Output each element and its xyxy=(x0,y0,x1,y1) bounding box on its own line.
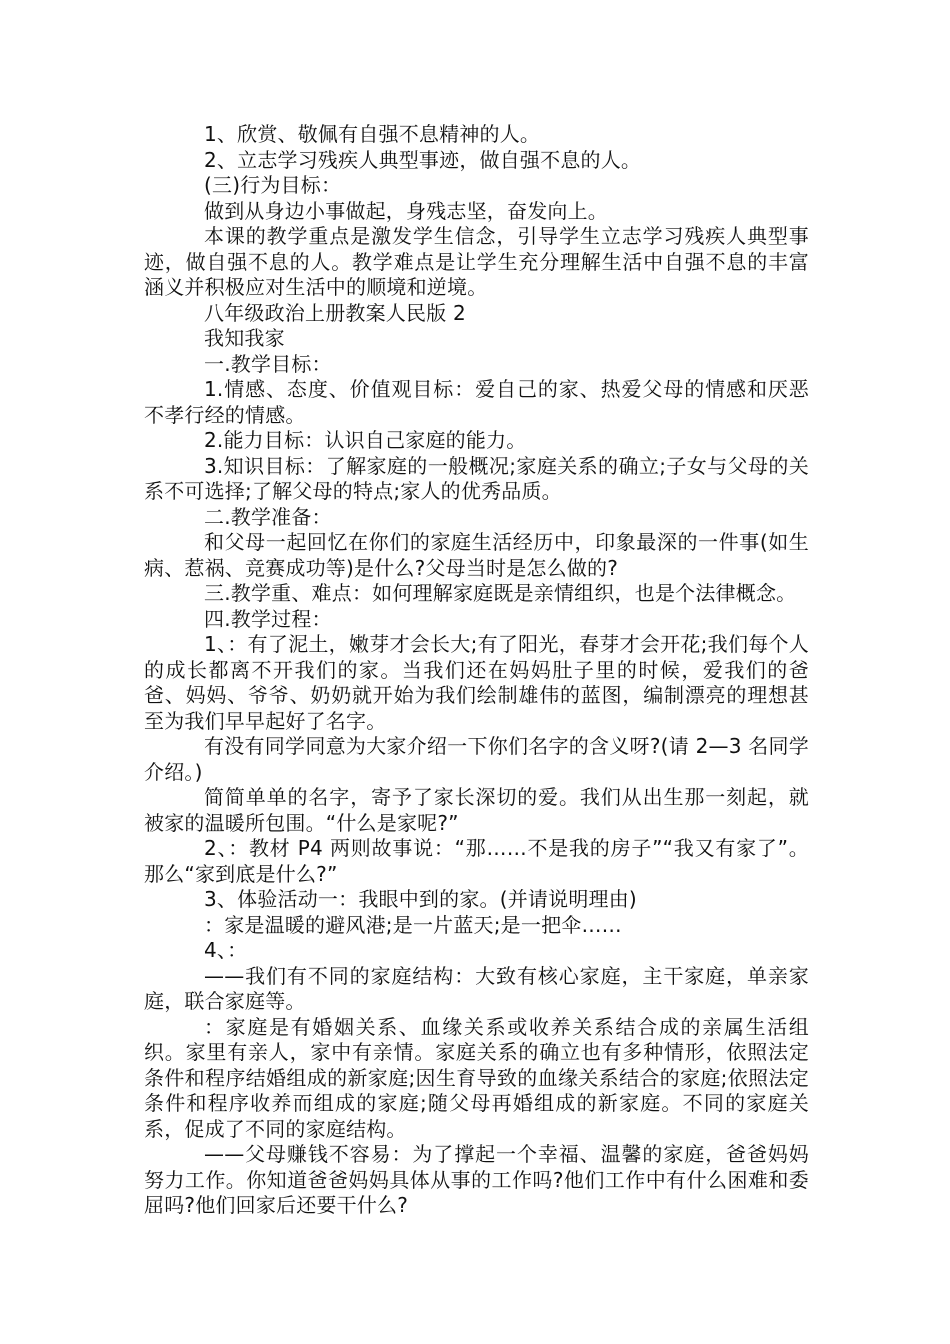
paragraph-knowledge-goal: 3.知识目标：了解家庭的一般概况;家庭关系的确立;子女与父母的关系不可选择;了解父母的特点;家人的优秀品质。 xyxy=(144,453,809,503)
heading-process: 四.教学过程： xyxy=(204,606,332,631)
section-title: 八年级政治上册教案人民版 2 xyxy=(204,300,466,325)
paragraph-parents-work: ——父母赚钱不容易：为了撑起一个幸福、温馨的家庭，爸爸妈妈努力工作。你知道爸爸妈妈具体从事的工作吗?他们工作中有什么困难和委屈吗?他们回家后还要干什么? xyxy=(144,1142,809,1217)
paragraph-goal-2: 2、立志学习残疾人典型事迹，做自强不息的人。 xyxy=(204,147,642,172)
paragraph-difficulty: 三.教学重、难点：如何理解家庭既是亲情组织，也是个法律概念。 xyxy=(204,581,797,605)
paragraph-process-1: 1、：有了泥土，嫩芽才会长大;有了阳光，春芽才会开花;我们每个人的成长都离不开我们的家。当我们还在妈妈肚子里的时候，爱我们的爸爸、妈妈、爷爷、奶奶就开始为我们绘制雄伟的蓝图，编制漂亮的理想甚至为我们早早起好了名字。 xyxy=(144,632,809,733)
paragraph-behavior: 做到从身边小事做起，身残志坚，奋发向上。 xyxy=(204,198,608,223)
paragraph-key-points: 本课的教学重点是激发学生信念，引导学生立志学习残疾人典型事迹，做自强不息的人。教学难点是让学生充分理解生活中自强不息的丰富涵义并积极应对生活中的顺境和逆境。 xyxy=(144,224,809,299)
paragraph-process-2: 2、：教材 P4 两则故事说：“那……不是我的房子”“我又有家了”。那么“家到底是什么?” xyxy=(144,836,809,886)
paragraph-emotion-goal: 1.情感、态度、价值观目标：爱自己的家、热爱父母的情感和厌恶不孝行经的情感。 xyxy=(144,377,809,427)
heading-behavior-goal: (三)行为目标： xyxy=(204,173,342,197)
paragraph-goal-1: 1、欣赏、敬佩有自强不息精神的人。 xyxy=(204,122,541,146)
paragraph-home-is: ：家是温暖的避风港;是一片蓝天;是一把伞…… xyxy=(204,912,622,937)
paragraph-family-definition: ：家庭是有婚姻关系、血缘关系或收养关系结合成的亲属生活组织。家里有亲人，家中有亲情。家庭关系的确立也有多种情形，依照法定条件和程序结婚组成的新家庭;因生育导致的血缘关系结合的家庭;依照法定条件和程序收养而组成的家庭;随父母再婚组成的新家庭。不同的家庭关系，促成了不同的家庭结构。 xyxy=(144,1014,809,1141)
paragraph-ability-goal: 2.能力目标：认识自己家庭的能力。 xyxy=(204,428,527,452)
paragraph-simple-name: 简简单单的名字，寄予了家长深切的爱。我们从出生那一刻起，就被家的温暖所包围。“什么是家呢?” xyxy=(144,785,809,835)
paragraph-family-structure: ——我们有不同的家庭结构：大致有核心家庭，主干家庭，单亲家庭，联合家庭等。 xyxy=(144,963,809,1013)
paragraph-process-3: 3、体验活动一：我眼中到的家。(并请说明理由) xyxy=(204,887,637,911)
heading-preparation: 二.教学准备： xyxy=(204,504,332,529)
paragraph-preparation: 和父母一起回忆在你们的家庭生活经历中，印象最深的一件事(如生病、惹祸、竞赛成功等)是什么?父母当时是怎么做的? xyxy=(144,530,809,580)
document-body xyxy=(144,122,809,1219)
lesson-title: 我知我家 xyxy=(204,326,285,350)
paragraph-name-meaning: 有没有同学同意为大家介绍一下你们名字的含义呀?(请 2—3 名同学介绍。) xyxy=(144,734,809,784)
heading-teaching-goals: 一.教学目标： xyxy=(204,351,332,376)
paragraph-process-4: 4、： xyxy=(204,938,248,962)
